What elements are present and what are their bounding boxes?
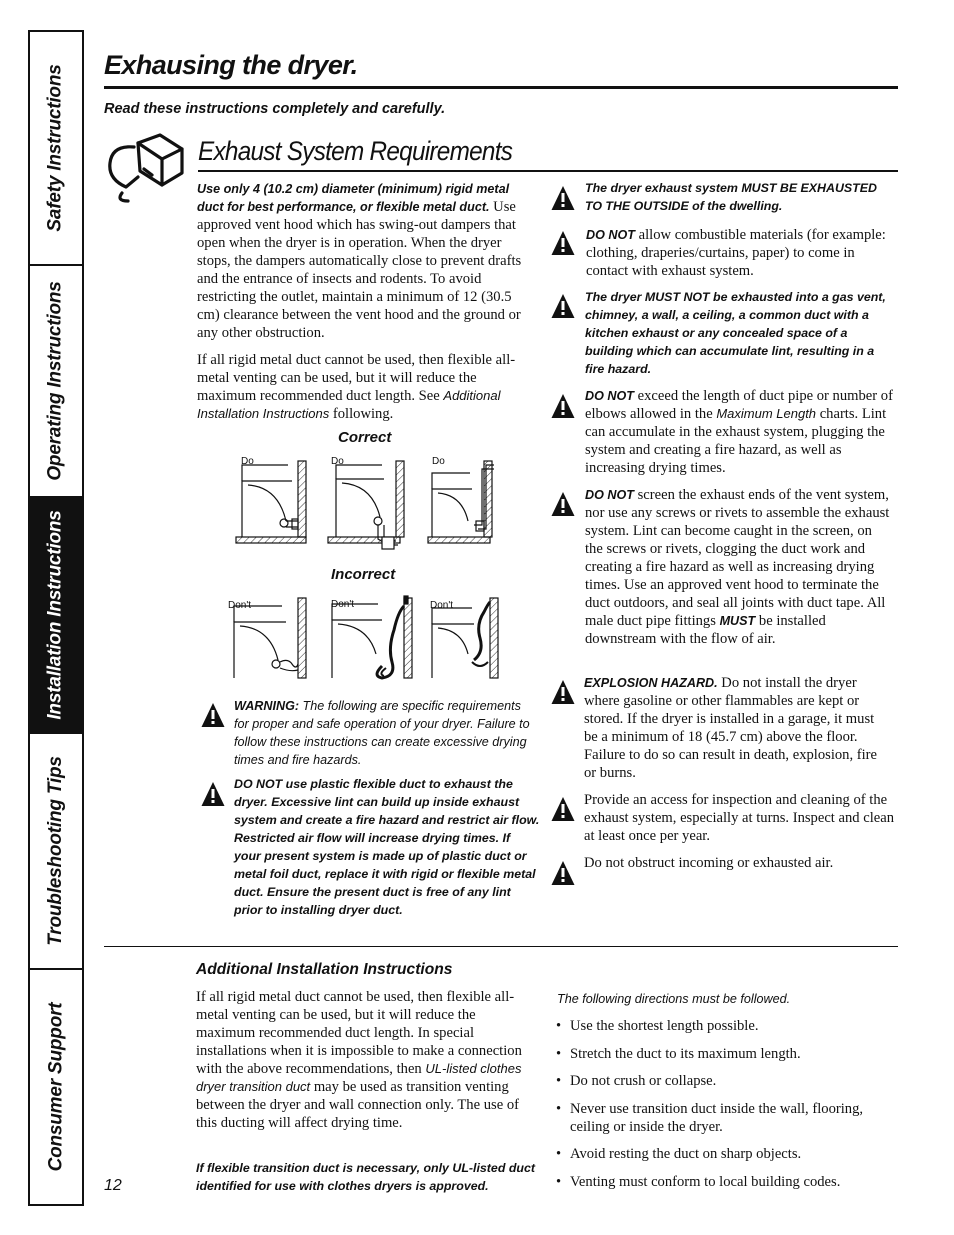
tab-consumer-support[interactable]: Consumer Support	[45, 1002, 67, 1172]
explosion-hazard-lead: EXPLOSION HAZARD.	[584, 676, 718, 690]
additional-instructions-ref: Additional Installation Instructions	[197, 388, 501, 421]
dont-label: Don't	[331, 599, 355, 610]
dont-label: Don't	[430, 600, 454, 611]
warning-icon	[550, 795, 576, 823]
dryer-exhaust-icon	[104, 127, 188, 207]
warning-icon	[550, 678, 576, 706]
flexible-duct-paragraph	[197, 351, 539, 423]
do-label: Do	[331, 456, 344, 467]
duct-length-tail: charts. Lint can accumulate in the exhaust system, plugging the system and creating a fire hazard, as well as increasing drying times.	[585, 406, 887, 476]
warning-icon	[550, 184, 576, 212]
page-number: 12	[104, 1177, 122, 1194]
additional-instructions-heading: Additional Installation Instructions	[196, 961, 453, 978]
flexible-duct-tail: following.	[329, 406, 394, 422]
tab-operating-instructions[interactable]: Operating Instructions	[30, 266, 82, 498]
explosion-hazard-body: Do not install the dryer where gasoline or other flammables are kept or stored. If the dryer is installed in a garage, it must be a minimum of 18 (45.7 cm) above the floor. Failure to do so can result in death, explosion, fire or burns.	[584, 675, 878, 781]
combustible-warning	[586, 226, 898, 280]
correct-heading: Correct	[338, 429, 392, 446]
list-item: • Avoid resting the duct on sharp objects.	[556, 1145, 896, 1163]
transition-duct-text: If all rigid metal duct cannot be used, then flexible all-metal venting can be used, but it will reduce the maximum recommended duct length. In special installations when it is impossible to make a connection with the above recommendations, then	[196, 989, 522, 1077]
list-item: • Venting must conform to local building codes.	[556, 1173, 896, 1191]
warning-icon	[200, 701, 226, 729]
do-not-lead: DO NOT	[585, 488, 634, 502]
incorrect-venting-diagram	[226, 590, 504, 682]
do-label: Do	[241, 456, 254, 467]
directions-list	[556, 1017, 896, 1200]
do-not-lead: DO NOT	[586, 228, 635, 242]
transition-duct-paragraph	[196, 988, 526, 1132]
screen-exhaust-warning	[585, 486, 893, 648]
side-tab-column	[28, 30, 84, 1206]
duct-length-warning	[585, 387, 897, 477]
warning-icon	[550, 292, 576, 320]
dont-label: Don't	[228, 600, 252, 611]
exhaust-outside-warning: The dryer exhaust system MUST BE EXHAUSTED TO THE OUTSIDE of the dwelling.	[585, 181, 877, 213]
list-item: • Do not crush or collapse.	[556, 1072, 896, 1090]
transition-duct-tail: may be used as transition venting between the dryer and wall connection only. The use of this ducting will affect drying time.	[196, 1079, 519, 1131]
warning-icon	[550, 490, 576, 518]
explosion-hazard-warning	[584, 674, 888, 782]
do-not-lead: DO NOT	[585, 389, 634, 403]
obstruct-air-warning: Do not obstruct incoming or exhausted air.	[584, 855, 834, 871]
screen-exhaust-tail: be installed downstream with the flow of air.	[585, 613, 826, 647]
rigid-duct-paragraph	[197, 180, 537, 342]
list-item: • Never use transition duct inside the wall, flooring, ceiling or inside the dryer.	[556, 1100, 896, 1136]
ul-listed-note: If flexible transition duct is necessary, only UL-listed duct identified for use with clothes dryers is approved.	[196, 1161, 535, 1193]
duct-length-text: exceed the length of duct pipe or number of elbows allowed in the	[585, 388, 893, 422]
directions-note: The following directions must be followed.	[557, 992, 791, 1006]
warning-icon	[200, 780, 226, 808]
warning-icon	[550, 859, 576, 887]
warning-icon	[550, 392, 576, 420]
section-rule	[198, 170, 898, 172]
maximum-length-ref: Maximum Length	[716, 406, 817, 421]
read-note: Read these instructions completely and carefully.	[104, 101, 446, 117]
rigid-duct-body: Use approved vent hood which has swing-out dampers that open when the dryer is in operation. When the dryer stops, the dampers automatically close to prevent drafts and the entrance of insects and rodents. To avoid restricting the outlet, maintain a minimum of 12 (30.5 cm) clearance between the vent hood and the ground or any other obstruction.	[197, 199, 522, 341]
do-label: Do	[432, 456, 445, 467]
title-rule	[104, 86, 898, 89]
section-divider	[104, 946, 898, 947]
tab-troubleshooting-tips[interactable]: Troubleshooting Tips	[30, 734, 82, 970]
flexible-duct-text: If all rigid metal duct cannot be used, then flexible all-metal venting can be used, but it will reduce the maximum recommended duct length. See	[197, 352, 516, 404]
correct-venting-diagram	[232, 455, 500, 555]
inspection-warning: Provide an access for inspection and cleaning of the exhaust system, especially at turns. Inspect and clean at least once per year.	[584, 792, 895, 844]
combustible-body: allow combustible materials (for example: clothing, draperies/curtains, paper) to come in contact with exhaust system.	[586, 227, 886, 279]
section-title: Exhaust System Requirements	[198, 136, 513, 166]
tab-installation-instructions[interactable]: Installation Instructions	[30, 498, 82, 734]
warning-body: The following are specific requirements for proper and safe operation of your dryer. Failure to follow these instructions can create excessive drying times and fire hazards.	[234, 699, 530, 767]
warning-requirements	[234, 697, 538, 769]
page-title: Exhausing the dryer.	[104, 50, 358, 80]
tab-safety-instructions[interactable]: Safety Instructions	[30, 32, 82, 266]
screen-exhaust-text: screen the exhaust ends of the vent system, nor use any screws or rivets to assemble the exhaust system. Lint can become caught in the screen, on the screws or rivets, clogging the duct work and creating a fire hazard as well as increasing drying times. Use an approved vent hood to terminate the duct outdoors, and seal all joints with duct tape. All male duct pipe fittings	[585, 487, 890, 629]
warning-icon	[550, 229, 576, 257]
list-item: • Stretch the duct to its maximum length.	[556, 1045, 896, 1063]
rigid-duct-lead: Use only 4 (10.2 cm) diameter (minimum) rigid metal duct for best performance, or flexible metal duct.	[197, 182, 510, 214]
plastic-duct-warning: DO NOT use plastic flexible duct to exhaust the dryer. Excessive lint can build up inside exhaust system and create a fire hazard and restrict air flow. Restricted air flow will increase drying times. If your present system is made up of plastic duct or metal foil duct, replace it with rigid or flexible metal duct. Ensure the present duct is free of any lint prior to installing dryer duct.	[234, 777, 540, 917]
must-emphasis: MUST	[719, 614, 756, 628]
ul-transition-duct-ref: UL-listed clothes dryer transition duct	[196, 1061, 522, 1094]
list-item: • Use the shortest length possible.	[556, 1017, 896, 1035]
gas-vent-warning: The dryer MUST NOT be exhausted into a gas vent, chimney, a wall, a ceiling, a common duct with a kitchen exhaust or any concealed space of a building which can accumulate lint, resulting in a fire hazard.	[585, 290, 886, 376]
warning-lead: WARNING:	[234, 699, 300, 713]
incorrect-heading: Incorrect	[331, 566, 396, 583]
